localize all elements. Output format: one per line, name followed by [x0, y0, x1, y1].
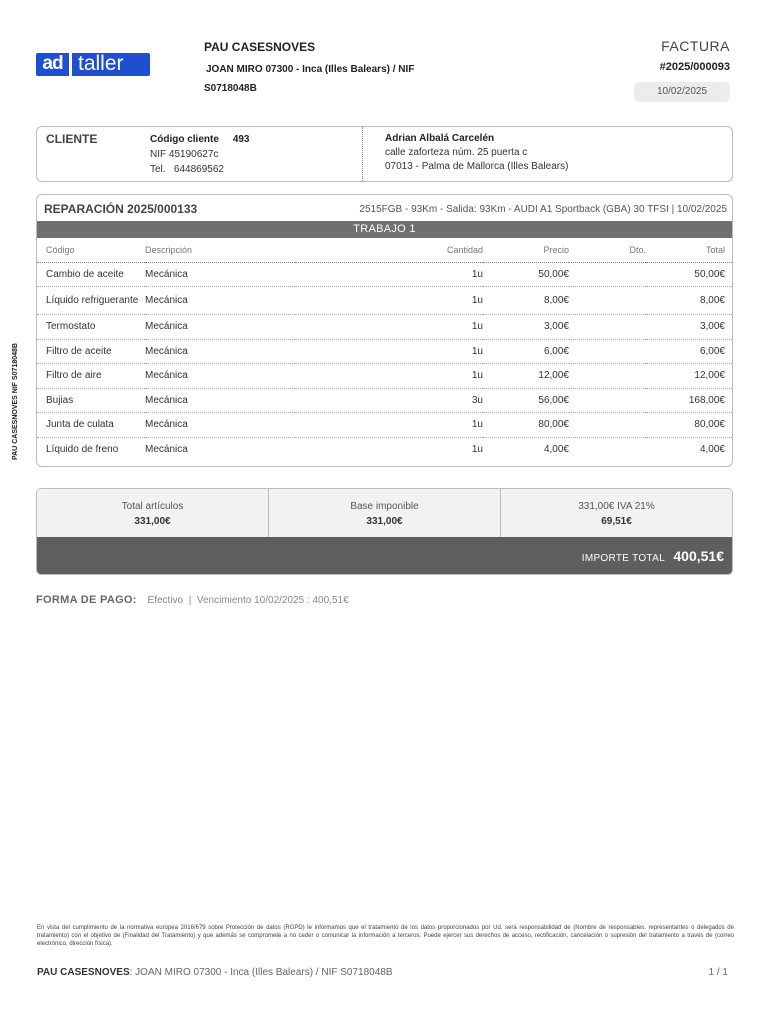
item-description: Mecánica	[145, 339, 295, 364]
client-name: Adrian Albalá Carcelén	[385, 133, 495, 144]
items-table	[37, 238, 732, 462]
footer-details: : JOAN MIRO 07300 - Inca (Illes Balears) / NIF S0718048B	[129, 967, 393, 978]
item-discount	[569, 339, 646, 364]
col-price: Precio	[483, 238, 569, 262]
item-price: 3,00€	[483, 315, 569, 340]
item-code: Filtro de aceite	[37, 339, 145, 364]
payment-due: Vencimiento 10/02/2025 : 400,51€	[196, 595, 349, 606]
item-price: 4,00€	[543, 444, 569, 455]
item-total: 8,00€	[646, 287, 732, 315]
payment-separator: |	[188, 595, 192, 606]
col-quantity: Cantidad	[295, 238, 483, 262]
company-header	[204, 40, 464, 98]
table-row	[37, 339, 732, 364]
client-tel: 644869562	[173, 164, 224, 175]
item-total: 6,00€	[646, 339, 732, 364]
company-logo	[36, 53, 150, 76]
table-row	[37, 262, 732, 287]
item-discount	[569, 315, 646, 340]
totals-box	[36, 488, 733, 575]
item-total: 4,00€	[699, 444, 725, 455]
item-code: Bujias	[37, 388, 145, 413]
job-band: TRABAJO 1	[37, 221, 732, 238]
total-articles	[37, 489, 269, 537]
vat	[501, 489, 732, 537]
logo-mark: ad	[36, 53, 69, 76]
item-total: 3,00€	[646, 315, 732, 340]
client-code: 493	[232, 134, 250, 145]
grand-total-bar	[37, 537, 732, 575]
invoice-title: FACTURA	[661, 38, 730, 54]
tax-base-value: 331,00€	[366, 516, 403, 527]
client-address	[385, 132, 568, 174]
col-discount: Dto.	[569, 238, 646, 262]
footer-company: PAU CASESNOVES	[37, 967, 130, 978]
invoice-date: 10/02/2025	[634, 82, 730, 102]
item-description: Mecánica	[145, 388, 295, 413]
item-quantity: 1u	[295, 364, 483, 389]
item-price: 80,00€	[483, 413, 569, 438]
item-price: 50,00€	[483, 262, 569, 287]
client-tel-label: Tel.	[150, 164, 166, 175]
item-description: Mecánica	[145, 444, 188, 455]
item-quantity: 1u	[295, 315, 483, 340]
tax-base	[269, 489, 501, 537]
payment-info	[36, 594, 349, 606]
item-code: Cambio de aceite	[37, 262, 145, 287]
items-header-row	[37, 238, 732, 262]
item-price: 6,00€	[483, 339, 569, 364]
item-quantity: 3u	[295, 388, 483, 413]
col-code: Código	[37, 238, 145, 262]
col-total: Total	[646, 238, 732, 262]
table-row	[37, 437, 732, 462]
table-row	[37, 315, 732, 340]
item-price: 56,00€	[483, 388, 569, 413]
item-discount	[569, 364, 646, 389]
item-code: Termostato	[37, 315, 145, 340]
item-discount	[569, 413, 646, 438]
table-row	[37, 287, 732, 315]
client-street: calle zaforteza núm. 25 puerta c	[385, 147, 528, 158]
item-discount	[569, 437, 646, 462]
client-ids	[150, 132, 250, 177]
table-row	[37, 388, 732, 413]
item-code: Líquido refriguerante	[37, 287, 145, 315]
client-label: CLIENTE	[46, 132, 98, 146]
grand-total-label: IMPORTE TOTAL	[581, 553, 665, 564]
item-quantity: 1u	[295, 287, 483, 315]
legal-notice: En vista del cumplimiento de la normativa europea 2016/679 sobre Protección de datos (RGPD) le informamos que el tratamiento de los datos proporcionados por Ud. será responsabilidad de (Nombre de responsables, representantes o delegados de tratamiento) con el objetivo de (Finalidad del Tratamiento) y que además se compromete a no ceder o comunicar la información a terceros. Puede ejercer sus derechos de acceso, rectificación, cancelación o supresión del tratamiento a través de (correo electrónico, dirección física).	[37, 925, 734, 947]
item-description: Mecánica	[145, 287, 295, 315]
page-number: 1 / 1	[708, 967, 728, 978]
item-code: Líquido de freno	[46, 444, 119, 455]
table-row	[37, 413, 732, 438]
vat-label: 331,00€ IVA 21%	[578, 501, 655, 512]
grand-total-value: 400,51€	[673, 548, 724, 564]
item-discount	[569, 262, 646, 287]
invoice-number: #2025/000093	[659, 61, 730, 73]
totals-cells	[37, 489, 732, 537]
company-address-line2: S0718048B	[204, 83, 257, 94]
item-price: 12,00€	[483, 364, 569, 389]
company-address-line1: JOAN MIRO 07300 - Inca (Illes Balears) / NIF	[206, 64, 415, 75]
side-vertical-text: PAU CASESNOVES NIF S0718048B	[12, 343, 19, 460]
client-nif: NIF 45190627c	[150, 149, 219, 160]
footer	[37, 967, 393, 978]
total-articles-value: 331,00€	[134, 516, 171, 527]
total-articles-label: Total artículos	[121, 501, 184, 512]
client-box	[36, 126, 733, 182]
item-code: Junta de culata	[37, 413, 145, 438]
repair-title: REPARACIÓN 2025/000133	[44, 202, 198, 216]
payment-label: FORMA DE PAGO:	[36, 594, 137, 606]
client-divider	[362, 127, 363, 181]
repair-section	[36, 194, 733, 467]
repair-vehicle-info: 2515FGB - 93Km - Salida: 93Km - AUDI A1 Sportback (GBA) 30 TFSI | 10/02/2025	[359, 204, 727, 215]
table-row	[37, 364, 732, 389]
item-price: 8,00€	[483, 287, 569, 315]
item-total: 50,00€	[646, 262, 732, 287]
col-description: Descripción	[145, 238, 295, 262]
vat-value: 69,51€	[601, 516, 632, 527]
item-total: 168,00€	[646, 388, 732, 413]
item-total: 80,00€	[646, 413, 732, 438]
invoice-header	[634, 38, 730, 102]
client-code-label: Código cliente	[150, 134, 219, 145]
item-description: Mecánica	[145, 262, 295, 287]
item-description: Mecánica	[145, 413, 295, 438]
payment-method: Efectivo	[147, 595, 184, 606]
item-quantity: 1u	[295, 339, 483, 364]
item-discount	[569, 287, 646, 315]
item-quantity: 1u	[471, 444, 483, 455]
tax-base-label: Base imponible	[350, 501, 419, 512]
logo-text: taller	[72, 53, 150, 76]
item-description: Mecánica	[145, 315, 295, 340]
company-address	[204, 60, 464, 98]
company-name: PAU CASESNOVES	[204, 40, 316, 54]
item-quantity: 1u	[295, 262, 483, 287]
repair-header	[37, 195, 732, 221]
item-total: 12,00€	[646, 364, 732, 389]
item-code: Filtro de aire	[37, 364, 145, 389]
item-quantity: 1u	[295, 413, 483, 438]
item-description: Mecánica	[145, 364, 295, 389]
item-discount	[569, 388, 646, 413]
client-city: 07013 - Palma de Mallorca (Illes Balears)	[385, 161, 569, 172]
